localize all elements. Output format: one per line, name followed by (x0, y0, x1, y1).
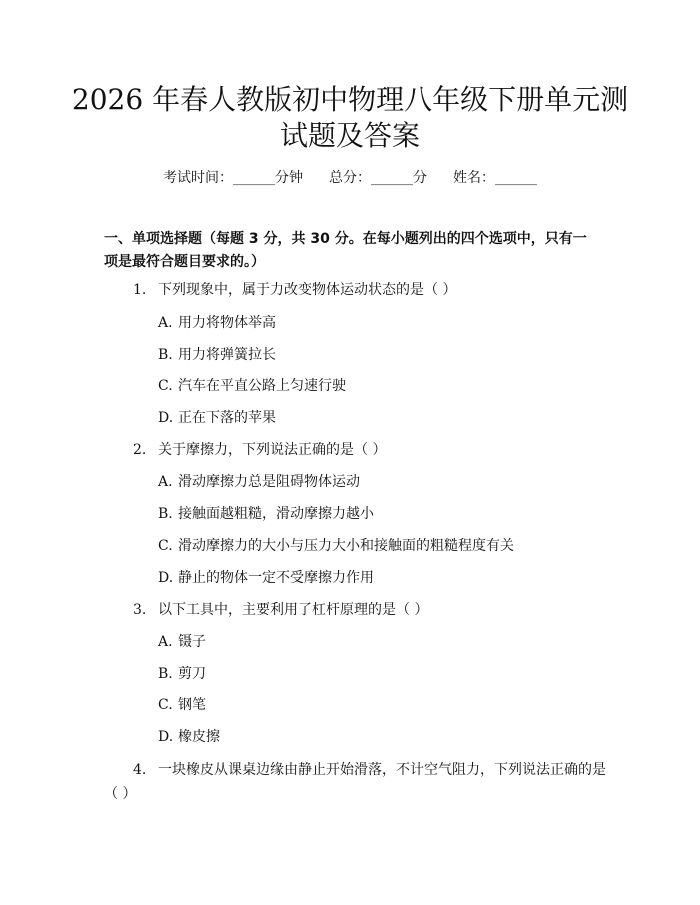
option-text: 汽车在平直公路上匀速行驶 (178, 378, 346, 394)
exam-info-row (0, 168, 700, 188)
total-score-label: 总分： (329, 170, 371, 186)
question-4 (104, 758, 604, 806)
option-text: 正在下落的苹果 (178, 410, 276, 426)
question-2 (133, 440, 386, 460)
question-number: 1. (133, 282, 147, 298)
question-number: 4. (133, 762, 147, 778)
question-1-option-d (158, 408, 276, 428)
option-letter: A. (158, 474, 173, 490)
option-text: 滑动摩擦力的大小与压力大小和接触面的粗糙程度有关 (178, 538, 514, 554)
option-text: 镊子 (178, 634, 206, 650)
question-3 (133, 600, 428, 620)
option-text: 静止的物体一定不受摩擦力作用 (178, 570, 374, 586)
page-title-line-2: 试题及答案 (279, 119, 420, 152)
page-title-line-1: 2026 年春人教版初中物理八年级下册单元测 (71, 83, 629, 116)
option-text: 剪刀 (178, 666, 206, 682)
option-letter: C. (158, 378, 173, 394)
question-3-option-a (158, 632, 206, 652)
option-text: 接触面越粗糙，滑动摩擦力越小 (178, 506, 374, 522)
question-1-option-b (158, 345, 276, 365)
question-1-option-c (158, 376, 346, 396)
question-2-option-d (158, 568, 374, 588)
option-letter: B. (158, 347, 173, 363)
student-name-label: 姓名： (453, 170, 495, 186)
option-text: 滑动摩擦力总是阻碍物体运动 (178, 474, 360, 490)
question-2-option-c (158, 536, 514, 556)
question-number: 2. (133, 442, 147, 458)
option-letter: A. (158, 634, 173, 650)
exam-time-label: 考试时间： (163, 170, 233, 186)
option-text: 橡皮擦 (178, 729, 220, 745)
exam-time-blank: ______ (233, 170, 275, 186)
question-text: 一块橡皮从课桌边缘由静止开始滑落，不计空气阻力，下列说法正确的是 (158, 762, 606, 778)
question-3-option-d (158, 727, 220, 747)
section-heading: 一、单项选择题（每题 3 分，共 30 分。在每小题列出的四个选项中，只有一项是最符合题目要求的。） (104, 231, 587, 270)
option-letter: C. (158, 697, 173, 713)
option-letter: B. (158, 506, 173, 522)
total-score-unit: 分 (413, 170, 427, 186)
option-text: 钢笔 (178, 697, 206, 713)
option-letter: D. (158, 729, 174, 745)
option-letter: D. (158, 570, 174, 586)
option-text: 用力将物体举高 (178, 315, 276, 331)
question-number: 3. (133, 602, 147, 618)
question-text: 下列现象中，属于力改变物体运动状态的是（ ） (158, 282, 457, 298)
question-2-option-a (158, 472, 360, 492)
option-letter: B. (158, 666, 173, 682)
question-text: 关于摩擦力，下列说法正确的是（ ） (158, 442, 387, 458)
exam-time-unit: 分钟 (275, 170, 303, 186)
question-1 (133, 280, 456, 300)
total-score-blank: ______ (371, 170, 413, 186)
question-text-continued: （ ） (104, 786, 137, 802)
option-letter: A. (158, 315, 173, 331)
question-1-option-a (158, 313, 276, 333)
question-3-option-c (158, 695, 206, 715)
option-letter: C. (158, 538, 173, 554)
question-2-option-b (158, 504, 374, 524)
question-3-option-b (158, 664, 206, 684)
option-text: 用力将弹簧拉长 (178, 347, 276, 363)
option-letter: D. (158, 410, 174, 426)
question-text: 以下工具中，主要利用了杠杆原理的是（ ） (158, 602, 429, 618)
student-name-blank: ______ (495, 170, 537, 186)
